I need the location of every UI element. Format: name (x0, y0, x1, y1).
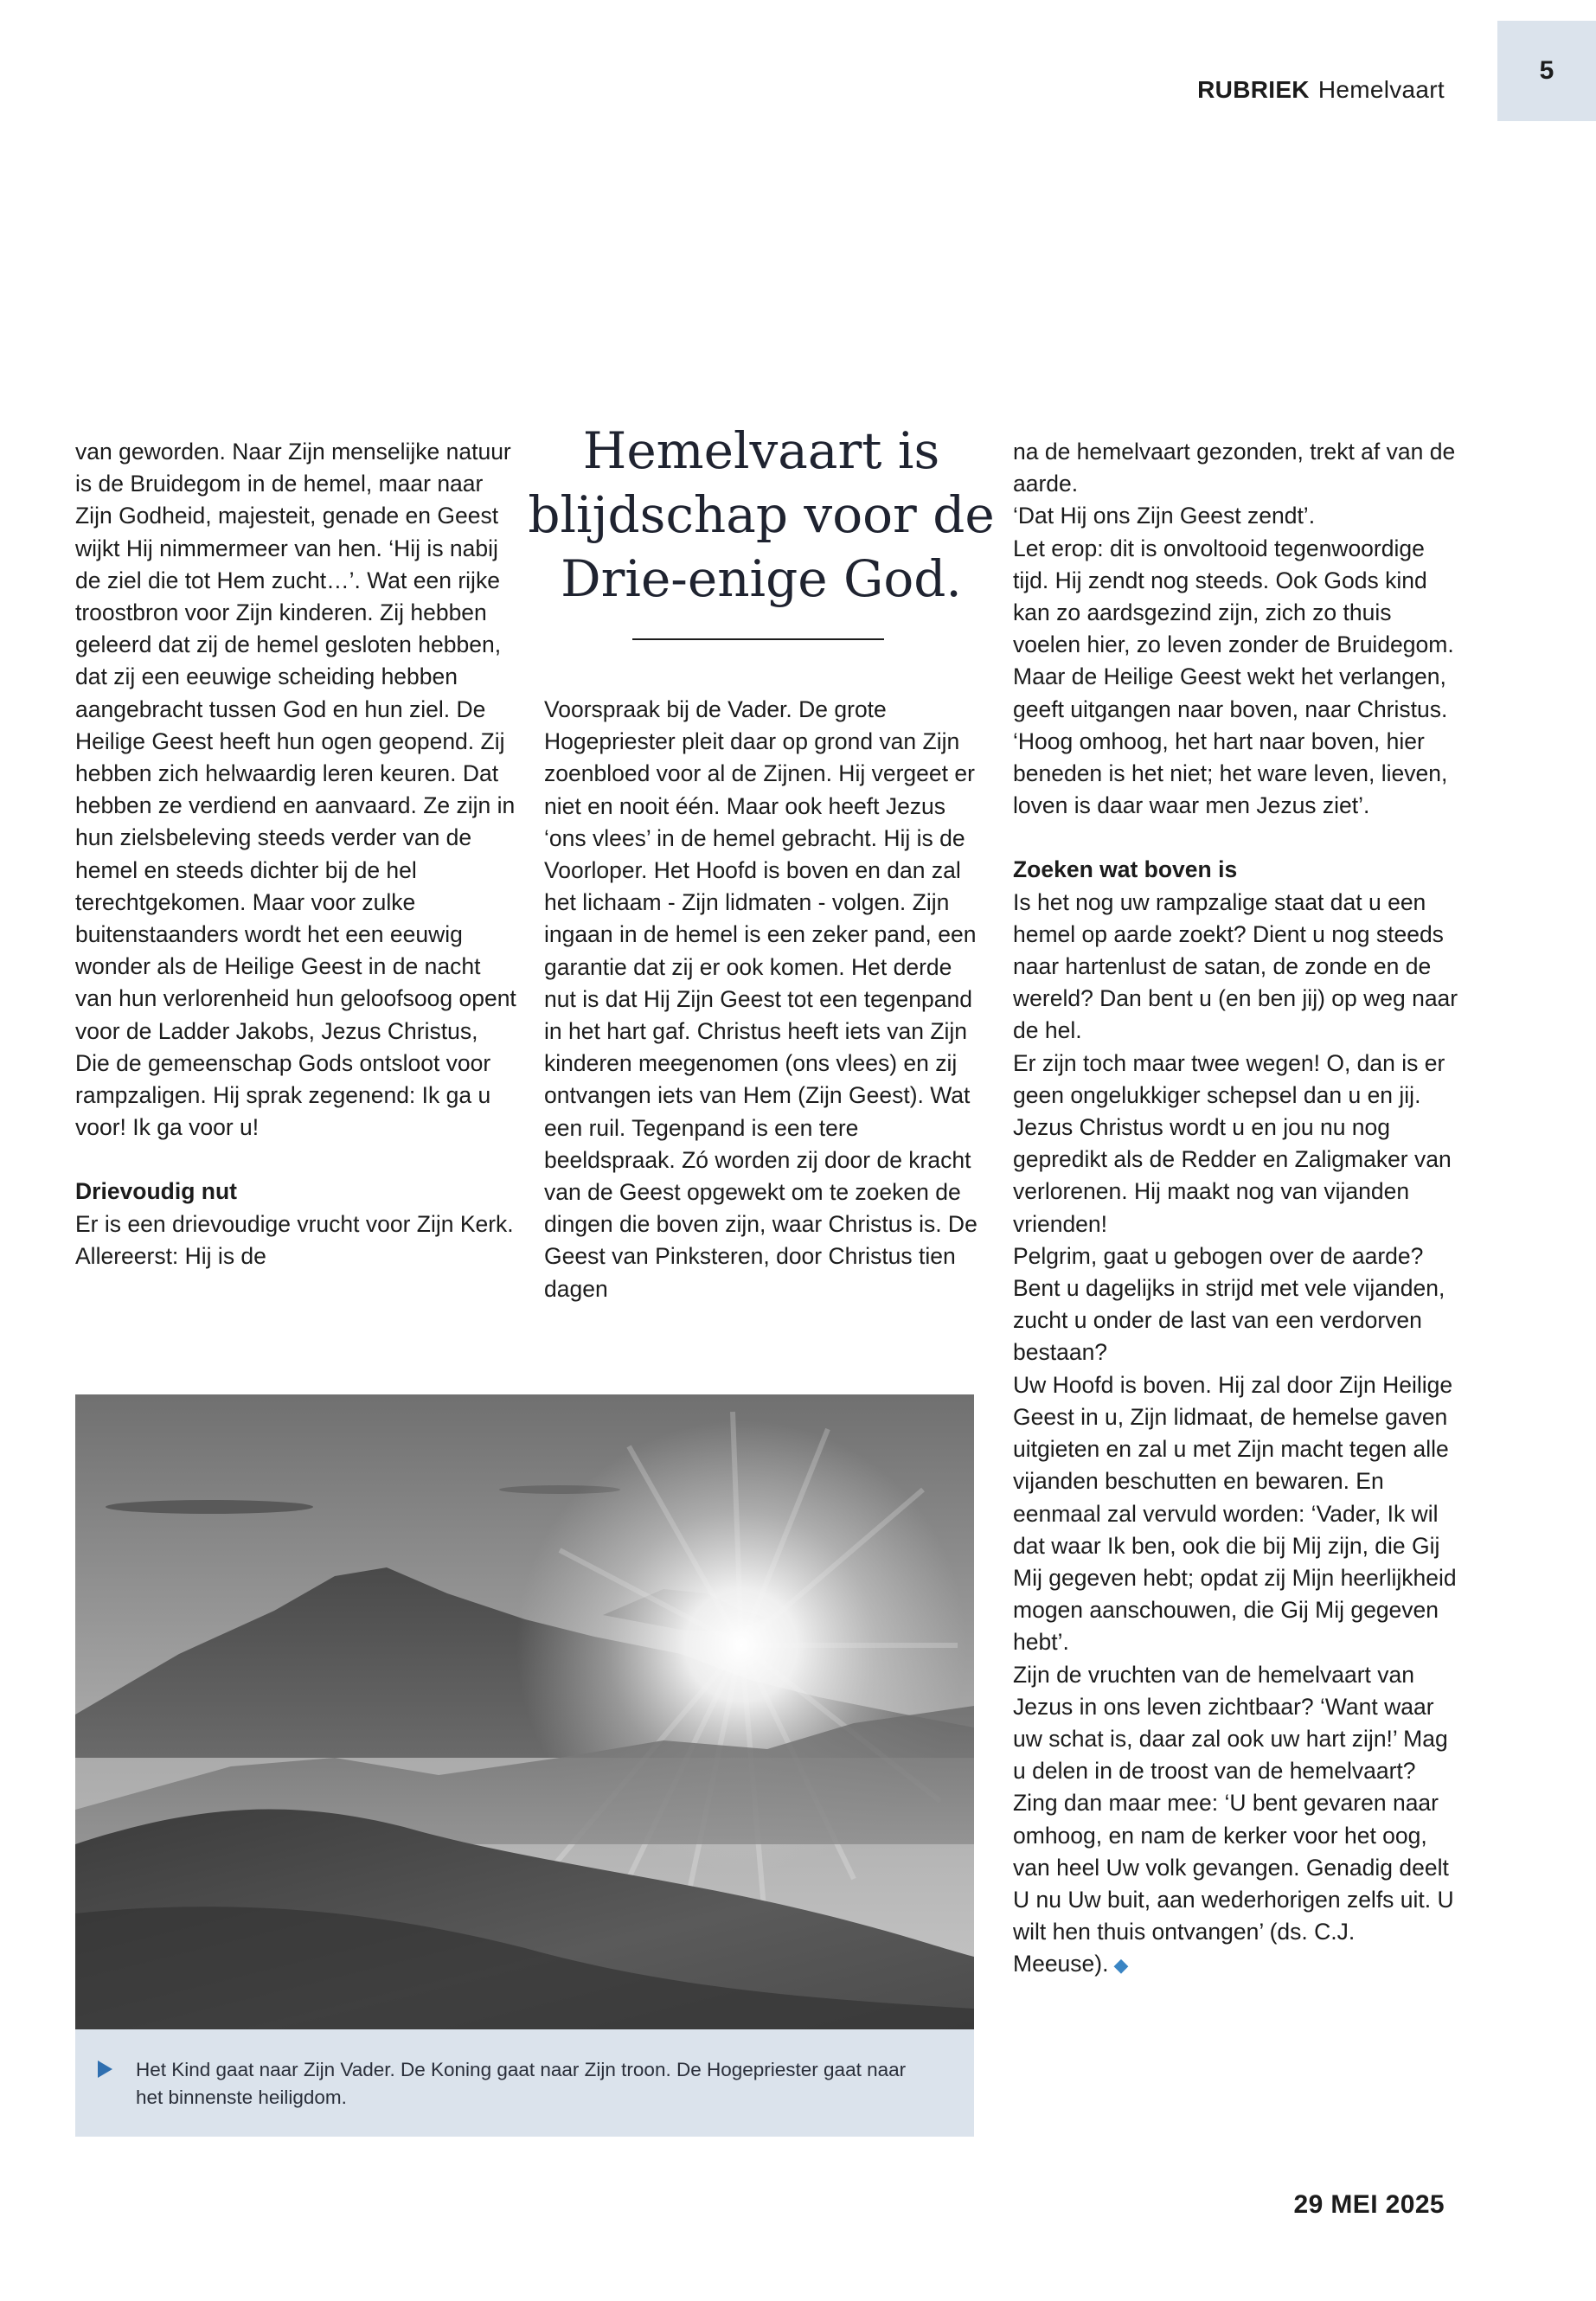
column-3-paragraph: Pelgrim, gaat u gebogen over de aarde? Bent u dagelijks in strijd met vele vijanden, zucht u onder de last van een verdorven bestaan? (1013, 1242, 1445, 1366)
page-number: 5 (1497, 21, 1596, 121)
subheading-drievoudig-nut: Drievoudig nut (75, 1178, 237, 1205)
end-mark-icon: ◆ (1113, 1954, 1129, 1977)
rubric-label: RUBRIEK (1197, 76, 1310, 103)
column-1-paragraph: van geworden. Naar Zijn menselijke natuur is de Bruidegom in de hemel, maar naar Zijn Godheid, majesteit, genade en Geest wijkt Hij nimmermeer van hen. ‘Hij is nabij de ziel die tot Hem zucht…’. Wat een rijke troostbron voor Zijn kinderen. Zij hebben geleerd dat zij de hemel gesloten hebben, dat zij een eeuwige scheiding hebben aangebracht tussen God en hun ziel. De Heilige Geest heeft hun ogen geopend. Zij hebben zich helwaardig leren keuren. Dat hebben ze verdiend en aanvaard. Ze zijn in hun zielsbeleving steeds verder van de hemel en steeds dichter bij de hel terechtgekomen. Maar voor zulke buitenstaanders wordt het een eeuwig wonder als de Heilige Geest in de nacht van hun verlorenheid hun geloofsoog opent voor de Ladder Jakobs, Jezus Christus, Die de gemeenschap Gods ontsloot voor rampzaligen. Hij sprak zegenend: Ik ga u voor! Ik ga voor u! (75, 439, 516, 1141)
photo-caption (75, 2029, 974, 2137)
article-column-3 (1013, 436, 1463, 1982)
mountain-sunrise-photo (75, 1394, 974, 2029)
photo-illustration (75, 1394, 974, 2029)
article-column-1 (75, 436, 516, 1272)
headline-divider (632, 638, 884, 640)
subheading-zoeken-wat-boven-is: Zoeken wat boven is (1013, 856, 1238, 883)
rubric-header (1197, 76, 1445, 104)
column-2-paragraph: Voorspraak bij de Vader. De grote Hogepriester pleit daar op grond van Zijn zoenbloed voor al de Zijnen. Hij vergeet er niet en nooit één. Maar ook heeft Jezus ‘ons vlees’ in de hemel gebracht. Hij is de Voorloper. Het Hoofd is boven en dan zal het lichaam - Zijn lidmaten - volgen. Zijn ingaan in de hemel is een zeker pand, een garantie dat zij er ook komen. Het derde nut is dat Hij Zijn Geest tot een tegenpand in het hart gaf. Christus heeft iets van Zijn kinderen meegenomen (ons vlees) en zij ontvangen iets van Hem (Zijn Geest). Wat een ruil. Tegenpand is een tere beeldspraak. Zó worden zij door de kracht van de Geest opgewekt om te zoeken de dingen die boven zijn, waar Christus is. De Geest van Pinksteren, door Christus tien dagen (544, 696, 977, 1302)
column-3-paragraph: Is het nog uw rampzalige staat dat u een hemel op aarde zoekt? Dient u nog steeds naar hartenlust de satan, de zonde en de wereld? Dan bent u (en ben jij) op weg naar de hel. (1013, 888, 1458, 1044)
column-1-paragraph: Er is een drievoudige vrucht voor Zijn Kerk. Allereerst: Hij is de (75, 1210, 514, 1269)
rubric-section: Hemelvaart (1317, 76, 1445, 103)
column-3-paragraph: ‘Dat Hij ons Zijn Geest zendt’. (1013, 503, 1316, 529)
column-3-paragraph: Jezus Christus wordt u en jou nu nog gepredikt als de Redder en Zaligmaker van verlorenen. Hij maakt nog van vijanden vrienden! (1013, 1114, 1452, 1237)
column-3-paragraph: Uw Hoofd is boven. Hij zal door Zijn Heilige Geest in u, Zijn lidmaat, de hemelse gaven uitgieten en zal u met Zijn macht tegen alle vijanden beschutten en bewaren. En eenmaal zal vervuld worden: ‘Vader, Ik wil dat waar Ik ben, ook die bij Mij zijn, die Gij Mij gegeven hebt; opdat zij Mijn heerlijkheid mogen aanschouwen, die Gij Mij gegeven hebt’. (1013, 1371, 1457, 1656)
column-3-paragraph: Let erop: dit is onvoltooid tegenwoordige tijd. Hij zendt nog steeds. Ook Gods kind kan zo aardsgezind zijn, zich zo thuis voelen hier, zo leven zonder de Bruidegom. Maar de Heilige Geest wekt het verlangen, geeft uitgangen naar boven, naar Christus. ‘Hoog omhoog, het hart naar boven, hier beneden is het niet; het ware leven, lieven, loven is daar waar men Jezus ziet’. (1013, 535, 1454, 819)
column-3-paragraph: Er zijn toch maar twee wegen! O, dan is er geen ongelukkiger schepsel dan u en jij. (1013, 1049, 1445, 1108)
article-headline: Hemelvaart is blijdschap voor de Drie-enige God. (528, 421, 995, 608)
caption-text: Het Kind gaat naar Zijn Vader. De Koning gaat naar Zijn troon. De Hogepriester gaat naar het binnenste heiligdom. (136, 2059, 907, 2108)
article-column-2 (544, 694, 985, 1305)
caption-arrow-icon (98, 2061, 112, 2078)
column-3-closing-text: Zijn de vruchten van de hemelvaart van Jezus in ons leven zichtbaar? ‘Want waar uw schat is, daar zal ook uw hart zijn!’ Mag u delen in de troost van de hemelvaart? Zing dan maar mee: ‘U bent gevaren naar omhoog, en nam de kerker voor het oog, van heel Uw volk gevangen. Genadig deelt U nu Uw buit, aan wederhorigen zelfs uit. U wilt hen thuis ontvangen’ (ds. C.J. Meeuse). (1013, 1661, 1454, 1977)
column-3-paragraph (1013, 1659, 1463, 1982)
issue-date: 29 MEI 2025 (1293, 2190, 1445, 2219)
column-3-paragraph: na de hemelvaart gezonden, trekt af van de aarde. (1013, 439, 1456, 497)
